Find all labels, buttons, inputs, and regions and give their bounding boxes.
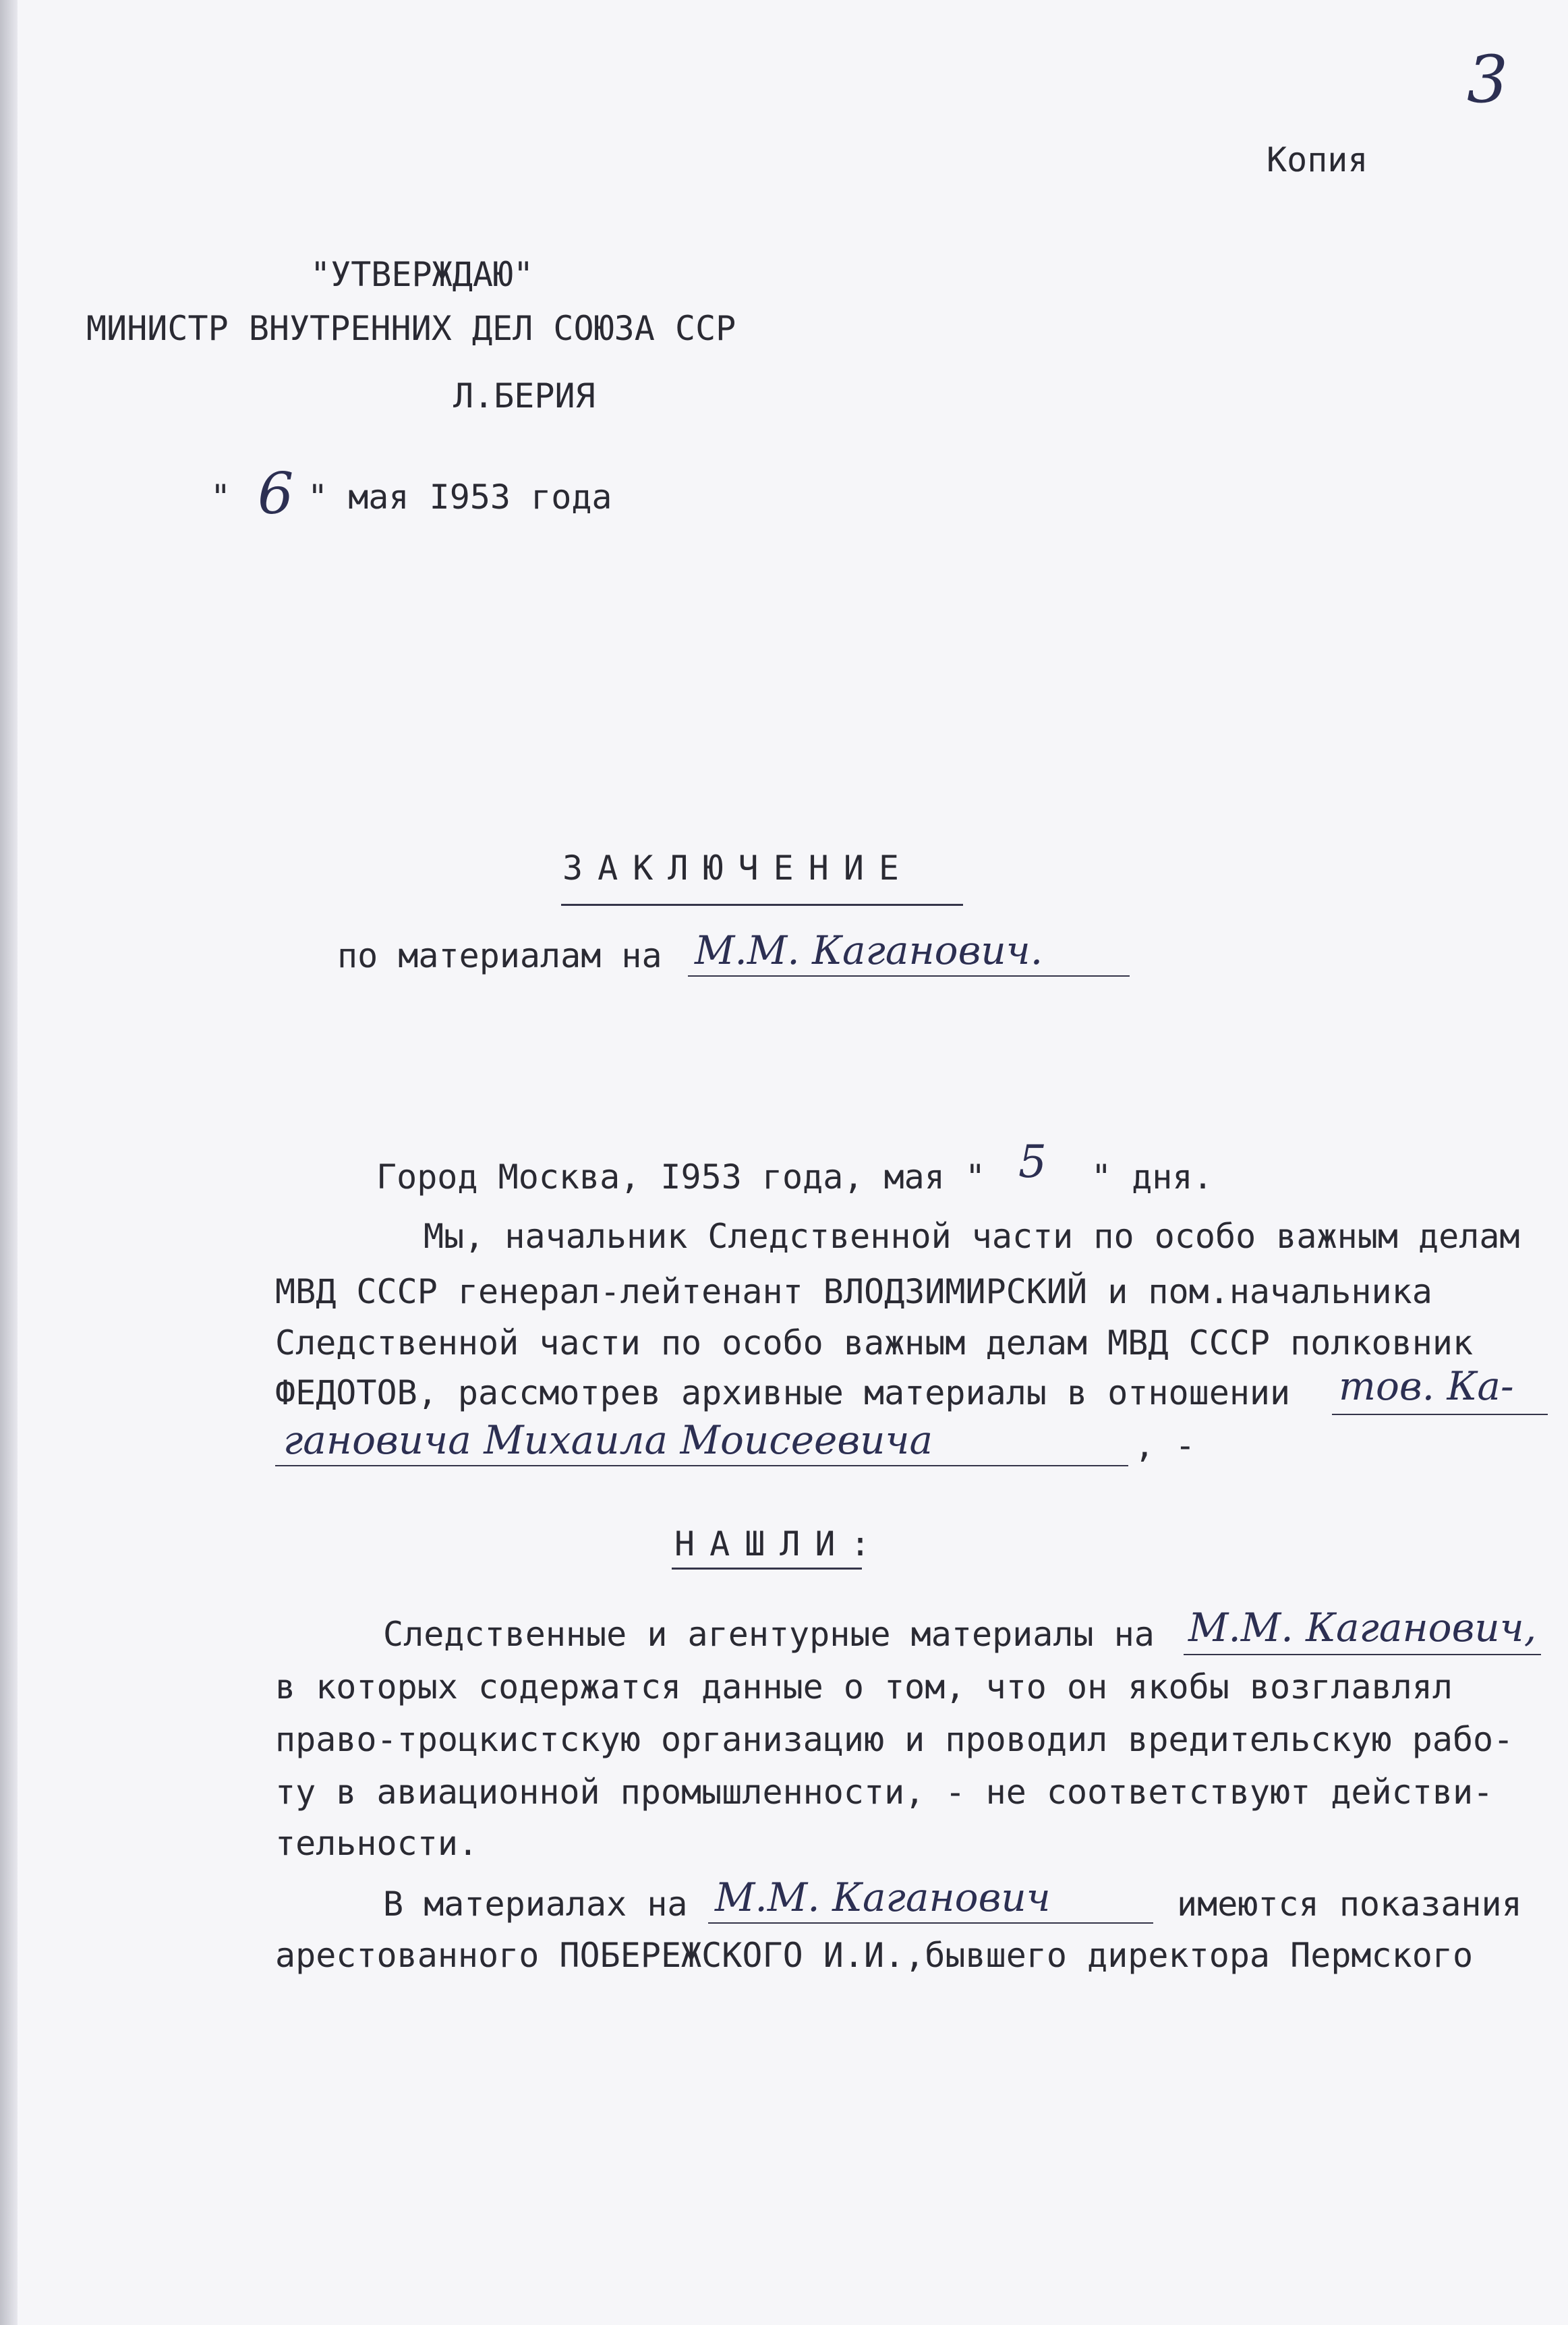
para2-line5: тельности. <box>275 1824 479 1863</box>
subtitle-handwritten-name: М.М. Каганович. <box>695 927 1043 973</box>
approval-position: МИНИСТР ВНУТРЕННИХ ДЕЛ СОЮЗА ССР <box>86 309 736 348</box>
subtitle-underline <box>688 975 1130 977</box>
para3-line1-handwritten: М.М. Каганович <box>715 1874 1051 1920</box>
city-date-day: 5 <box>1018 1136 1047 1188</box>
para2-line3: право-троцкистскую организацию и проводил вредительскую рабо- <box>275 1720 1514 1759</box>
para1-line4: ФЕДОТОВ, рассмотрев архивные материалы в отношении <box>275 1373 1291 1412</box>
city-date-prefix: Город Москва, I953 года, мая " <box>376 1157 986 1197</box>
para2-line4: ту в авиационной промышленности, - не соответствуют действи- <box>275 1773 1494 1812</box>
scan-edge-shadow <box>0 0 18 2325</box>
approval-stamp: "УТВЕРЖДАЮ" <box>310 255 534 294</box>
para1-line5-underline <box>275 1465 1128 1466</box>
para3-line1-prefix: В материалах на <box>383 1885 688 1924</box>
para1-line3: Следственной части по особо важным делам МВД СССР полковник <box>275 1323 1474 1362</box>
approval-name: Л.БЕРИЯ <box>453 376 596 415</box>
para1-line4-underline <box>1332 1414 1548 1415</box>
para2-line1: Следственные и агентурные материалы на <box>383 1615 1155 1654</box>
approval-date-day: 6 <box>258 461 294 527</box>
page-number: 3 <box>1467 42 1509 117</box>
approval-date-rest: " мая I953 года <box>308 478 612 517</box>
para1-line2: МВД СССР генерал-лейтенант ВЛОДЗИМИРСКИЙ и пом.начальника <box>275 1272 1432 1311</box>
found-heading: НАШЛИ: <box>674 1524 885 1563</box>
para1-line5-tail: , - <box>1134 1426 1196 1465</box>
copy-label: Копия <box>1267 140 1368 179</box>
para3-line2: арестованного ПОБЕРЕЖСКОГО И.И.,бывшего директора Пермского <box>275 1936 1474 1975</box>
para1-line1: Мы, начальник Следственной части по особо важным делам <box>424 1217 1520 1256</box>
para2-line1-underline <box>1184 1654 1541 1655</box>
approval-date-quote: " <box>210 478 231 517</box>
para1-line5-handwritten: гановича Михаила Моисеевича <box>283 1417 933 1463</box>
found-heading-underline <box>672 1568 862 1570</box>
document-title: ЗАКЛЮЧЕНИЕ <box>562 849 914 888</box>
para2-line1-handwritten: М.М. Каганович, <box>1188 1605 1537 1651</box>
para2-line2: в которых содержатся данные о том, что он якобы возглавлял <box>275 1667 1453 1706</box>
para3-line1-underline <box>708 1922 1153 1924</box>
para3-line1-suffix: имеются показания <box>1177 1885 1522 1924</box>
city-date-suffix: " дня. <box>1091 1157 1213 1197</box>
title-underline <box>561 904 963 906</box>
subtitle-prefix: по материалам на <box>337 936 662 975</box>
para1-line4-handwritten: тов. Ка- <box>1339 1363 1514 1409</box>
